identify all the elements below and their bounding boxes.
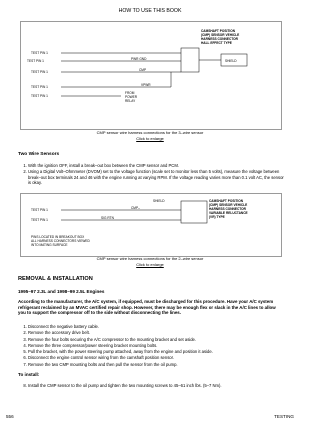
install-steps [18,383,286,389]
fig1-pin-label: TEST PIN 1 [31,70,48,74]
connector-box [181,48,199,72]
fig1-vpwr-label: VPWR [141,83,151,87]
connector-box [181,201,207,223]
engines-subheading: 1995–97 2.3L and 1998–99 2.5L Engines [18,289,105,294]
fig1-shield-label: SHIELD [225,59,237,63]
step-item: 3. Remove the four bolts securing the A/C compressor to the mounting bracket and set aside. [28,337,286,342]
fig2-label-line: (VR) TYPE [209,215,225,219]
step-item: 1. Disconnect the negative battery cable. [28,324,286,329]
two-wire-steps [18,163,286,186]
step-item: 1. With the ignition OFF, install a break–out box between the CMP sensor and PCM. [28,163,286,168]
fig1-relay-label: FROM [125,91,135,95]
figure2-caption: CMP sensor wire harness connections for the 2–wire sensor [96,256,204,261]
figure-3-wire-diagram [20,21,282,130]
page-header-title: HOW TO USE THIS BOOK [118,8,182,14]
fig1-label-line: HALL EFFECT TYPE [201,41,232,45]
fig1-label-line: (CMP) SENSOR VEHICLE [201,33,240,37]
figure1-enlarge-link[interactable]: Click to enlarge [136,136,164,141]
fig1-relay-label: RELAY [125,99,136,103]
step-item: 2. Using a Digital Volt–Ohmmeter (DVOM) set to the voltage function (scale set to monitor less than 5 volts), measure the voltage between break–out box terminals 24 and 46 with the engine running at varying RPM. If the voltage reading varies more than 0.1 volt AC, the sensor is okay. [28,169,286,185]
fig1-cmp-label: CMP [139,68,147,72]
wiring-diagram-2-wire [21,194,281,256]
fig2-note-line: ALL HARNESS CONNECTORS VIEWED [31,239,90,243]
fig1-pin-label: TEST PIN 1 [31,85,48,89]
fig2-label-line: VARIABLE RELUCTANCE [209,211,248,215]
fig2-pin-label: TEST PIN 1 [31,218,48,222]
fig1-pwr-gnd-label: PWR GND [131,57,147,61]
step-item: 5. Pull the bracket, with the power steering pump attached, away from the engine and position it aside. [28,349,286,354]
page-number: 556 [6,414,14,419]
step-item: 7. Remove the two CMP mounting bolts and then pull the sensor from the oil pump. [28,362,286,367]
removal-steps [18,324,286,368]
fig1-label-line: CAMSHAFT POSITION [201,29,235,33]
warning-paragraph: According to the manufacturer, the A/C system, if equipped, must be discharged for this procedure. Have your A/C system refrigerant reclaimed by an MVAC certified repair shop. However, there may be enough flex or slack in the A/C lines to allow you to support the compressor off to the side without disconnecting the lines. [18,299,276,315]
fig1-relay-label: POWER [125,95,138,99]
fig2-sig-rtn-label: SIG RTN [101,216,114,220]
wiring-diagram-3-wire [21,22,281,129]
step-item: 2. Remove the accessory drive belt. [28,330,286,335]
fig1-pin-label: TEST PIN 1 [27,59,44,63]
fig2-label-line: (CMP) SENSOR VEHICLE [209,203,248,207]
step-item: 8. Install the CMP sensor to the oil pump and tighten the two mounting screws to 45–61 inch lbs. (5–7 Nm). [28,383,286,388]
fig2-label-line: HARNESS CONNECTOR [209,207,246,211]
fig2-note-line: INTO MATING SURFACE [31,243,68,247]
figure-2-wire-diagram [20,193,282,257]
fig2-label-line: CAMSHAFT POSITION [209,199,243,203]
figure2-enlarge-link[interactable]: Click to enlarge [136,262,164,267]
step-item: 6. Disconnect the engine control sensor wiring from the camshaft position sensor. [28,355,286,360]
removal-heading: REMOVAL & INSTALLATION [18,276,93,282]
step-item: 4. Remove the three compressor/power steering bracket mounting bolts. [28,343,286,348]
fig1-pin-label: TEST PIN 1 [31,94,48,98]
install-heading: To install: [18,372,40,377]
fig2-cmp-label: CMP– [131,206,140,210]
fig2-shield-label: SHIELD [153,199,165,203]
section-label: TESTING [274,414,294,419]
fig2-pin-label: TEST PIN 1 [31,208,48,212]
two-wire-heading: Two Wire Sensors [18,152,60,157]
fig2-note-line: PINS LOCATED IN BREAKOUT BOX [31,235,85,239]
fig1-pin-label: TEST PIN 1 [31,51,48,55]
figure1-caption: CMP sensor wire harness connections for the 3–wire sensor [96,130,204,135]
fig1-label-line: HARNESS CONNECTOR [201,37,238,41]
